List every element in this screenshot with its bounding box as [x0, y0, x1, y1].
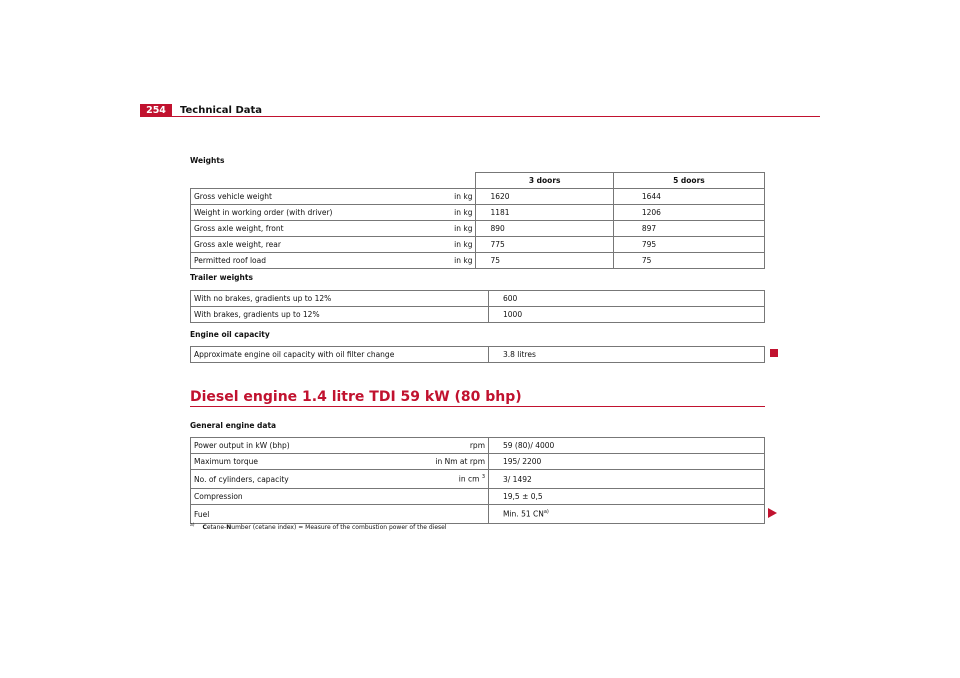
- trailer-weights-label: Trailer weights: [190, 273, 253, 282]
- footnote-n: N: [226, 524, 232, 531]
- row-value-3-doors: 1181: [476, 205, 613, 221]
- row-unit: in Nm at rpm: [412, 454, 489, 470]
- row-value-3-doors: 775: [476, 237, 613, 253]
- row-value-3-doors: 1620: [476, 189, 613, 205]
- row-unit: in kg: [405, 253, 476, 269]
- engine-data-table: [190, 437, 765, 524]
- row-unit: [412, 470, 489, 489]
- table-row: [191, 454, 765, 470]
- general-engine-data-label: General engine data: [190, 421, 277, 430]
- row-value-3-doors: 75: [476, 253, 613, 269]
- row-label: No. of cylinders, capacity: [191, 470, 413, 489]
- page-title: Technical Data: [180, 105, 263, 116]
- row-unit: in kg: [405, 205, 476, 221]
- section-end-marker-icon: [770, 349, 778, 357]
- table-row: [191, 438, 765, 454]
- row-label: Permitted roof load: [191, 253, 405, 269]
- table-row: [191, 489, 765, 505]
- row-value-5-doors: 897: [613, 221, 764, 237]
- row-label: With no brakes, gradients up to 12%: [191, 291, 489, 307]
- engine-section-title: Diesel engine 1.4 litre TDI 59 kW (80 bhp): [190, 389, 522, 405]
- row-value-5-doors: 1206: [613, 205, 764, 221]
- table-row: [191, 505, 765, 524]
- row-value-3-doors: 890: [476, 221, 613, 237]
- engine-oil-table: [190, 346, 765, 363]
- table-row: [191, 221, 765, 237]
- row-unit: in kg: [405, 189, 476, 205]
- footnote-etane: etane-: [206, 524, 227, 531]
- row-value: 19,5 ± 0,5: [489, 489, 765, 505]
- row-value-5-doors: 75: [613, 253, 764, 269]
- row-value: 59 (80)/ 4000: [489, 438, 765, 454]
- footnote-marker: a): [190, 523, 195, 528]
- row-value-5-doors: 1644: [613, 189, 764, 205]
- footnote-ref: a): [543, 509, 549, 516]
- col-header-3-doors: 3 doors: [476, 173, 613, 189]
- footnote-text: umber (cetane index) = Measure of the combustion power of the diesel: [231, 524, 447, 531]
- row-unit: [412, 489, 489, 505]
- value-text: Min. 51 CN: [503, 509, 544, 519]
- row-value: 195/ 2200: [489, 454, 765, 470]
- table-row: [191, 253, 765, 269]
- row-label: Gross axle weight, front: [191, 221, 405, 237]
- table-row: [191, 189, 765, 205]
- row-label: Fuel: [191, 505, 413, 524]
- header-rule: [172, 116, 820, 117]
- footnote-c: C: [202, 524, 207, 531]
- weights-header-row: [191, 173, 765, 189]
- row-label: Gross axle weight, rear: [191, 237, 405, 253]
- row-label: With brakes, gradients up to 12%: [191, 307, 489, 323]
- engine-oil-label: Engine oil capacity: [190, 330, 270, 339]
- row-value: 3.8 litres: [489, 347, 765, 363]
- table-row: [191, 307, 765, 323]
- footnote: [190, 523, 447, 531]
- row-value: 3/ 1492: [489, 470, 765, 489]
- row-label: Compression: [191, 489, 413, 505]
- weights-header-empty: [191, 173, 476, 189]
- page-number: 254: [140, 104, 172, 117]
- table-row: [191, 470, 765, 489]
- table-row: [191, 205, 765, 221]
- row-label: Maximum torque: [191, 454, 413, 470]
- row-unit: in kg: [405, 237, 476, 253]
- row-value: 1000: [489, 307, 765, 323]
- trailer-weights-table: [190, 290, 765, 323]
- table-row: [191, 291, 765, 307]
- row-label: Approximate engine oil capacity with oil filter change: [191, 347, 489, 363]
- unit-text: in cm: [458, 474, 480, 484]
- row-value: 600: [489, 291, 765, 307]
- row-unit: rpm: [412, 438, 489, 454]
- weights-table: [190, 172, 765, 269]
- weights-label: Weights: [190, 156, 225, 165]
- row-label: Power output in kW (bhp): [191, 438, 413, 454]
- table-row: [191, 347, 765, 363]
- row-value: [489, 505, 765, 524]
- continue-arrow-icon: [768, 508, 777, 518]
- row-value-5-doors: 795: [613, 237, 764, 253]
- unit-superscript: 3: [481, 474, 485, 481]
- engine-title-rule: [190, 406, 765, 407]
- row-unit: [412, 505, 489, 524]
- row-label: Gross vehicle weight: [191, 189, 405, 205]
- table-row: [191, 237, 765, 253]
- row-label: Weight in working order (with driver): [191, 205, 405, 221]
- row-unit: in kg: [405, 221, 476, 237]
- col-header-5-doors: 5 doors: [613, 173, 764, 189]
